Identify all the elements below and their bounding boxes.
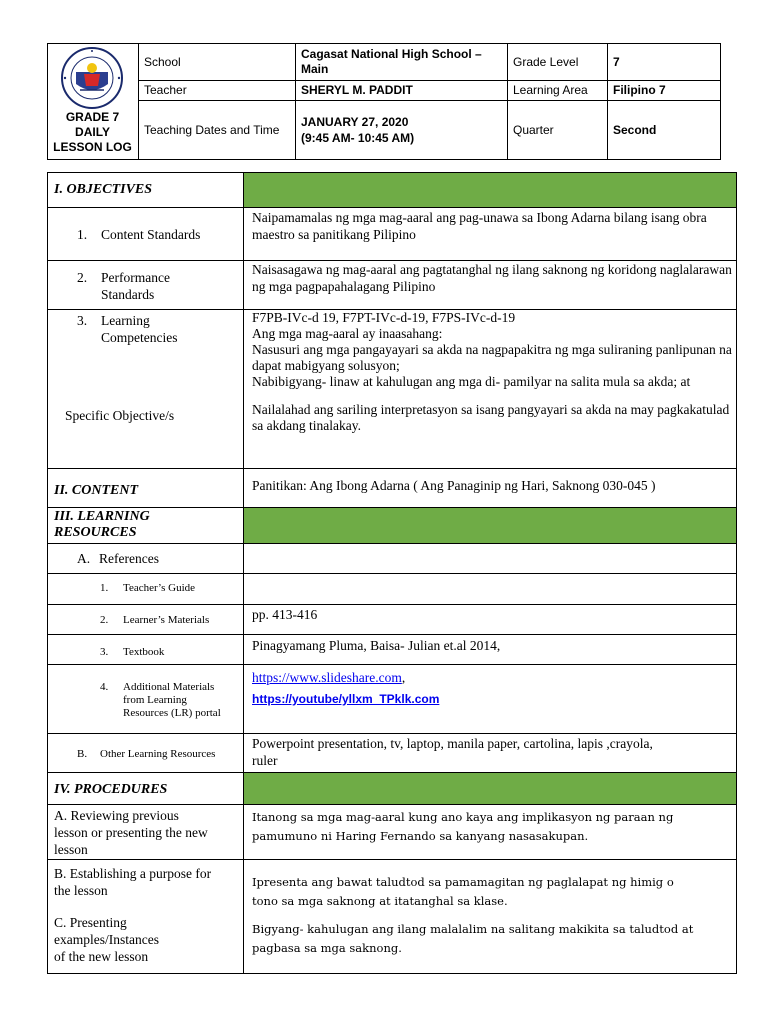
heading-line: III. LEARNING bbox=[54, 509, 150, 524]
text-line: tono sa mga saknong at itatanghal sa klase. bbox=[252, 894, 508, 908]
text-line: pamumuno ni Haring Fernando sa kanyang nasasakupan. bbox=[252, 829, 589, 843]
text-line: Bigyang- kahulugan ang ilang malalalim na salitang makikita sa taludtod at bbox=[252, 922, 694, 936]
specific-objectives-label: Specific Objective/s bbox=[65, 408, 175, 423]
label-line: from Learning bbox=[123, 694, 187, 706]
objective-item: Nailalahad ang sariling interpretasyon sa isang pangyayari sa akda na may pagkakatulad sa akdang tinalakay. bbox=[252, 402, 730, 433]
label-line: examples/Instances bbox=[54, 932, 159, 947]
teachers-guide-label: Teacher’s Guide bbox=[123, 582, 196, 594]
content-standards-label: Content Standards bbox=[101, 227, 201, 242]
value-line: Powerpoint presentation, tv, laptop, manila paper, cartolina, lapis ,crayola, bbox=[252, 736, 653, 751]
label-line: of the new lesson bbox=[54, 949, 149, 964]
area-label: Learning Area bbox=[513, 83, 588, 97]
competency-codes: F7PB-IVc-d 19, F7PT-IVc-d-19, F7PS-IVc-d-19 bbox=[252, 310, 516, 325]
school-value bbox=[295, 43, 507, 80]
objective-item: Nabibigyang- linaw at kahulugan ang mga di- pamilyar na salita mula sa akda; at bbox=[252, 374, 691, 389]
label-line: A. Reviewing previous bbox=[54, 808, 179, 823]
item-number: 1. bbox=[100, 582, 109, 594]
additional-materials-label bbox=[123, 681, 221, 720]
other-resources-label: Other Learning Resources bbox=[100, 748, 216, 760]
item-number: 4. bbox=[100, 681, 109, 693]
text-line: pagbasa sa mga saknong. bbox=[252, 941, 402, 955]
content-text: Panitikan: Ang Ibong Adarna ( Ang Panaginip ng Hari, Saknong 030-045 ) bbox=[252, 478, 656, 493]
content-heading: II. CONTENT bbox=[54, 483, 139, 498]
label-line: Performance bbox=[101, 270, 170, 285]
border bbox=[47, 973, 737, 974]
slideshare-link[interactable]: https://www.slideshare.com bbox=[252, 670, 402, 685]
item-number: 1. bbox=[77, 227, 88, 242]
learners-materials-value: pp. 413-416 bbox=[252, 607, 318, 622]
border bbox=[47, 733, 737, 734]
performance-standards-text: Naisasagawa ng mag-aaral ang pagtatanghal ng ilang saknong ng koridong naglalarawan ng mga pagpapahalagang Pilipino bbox=[252, 262, 732, 294]
youtube-link[interactable]: https://youtube/yllxm_TPklk.com bbox=[252, 692, 440, 706]
procedure-a-text bbox=[252, 808, 673, 846]
dates-value bbox=[295, 100, 507, 160]
log-title-line: GRADE 7 bbox=[65, 110, 120, 124]
border bbox=[47, 804, 737, 805]
border bbox=[47, 172, 737, 173]
log-title-line: LESSON LOG bbox=[53, 140, 132, 154]
item-letter: B. bbox=[77, 748, 88, 760]
additional-link-row bbox=[252, 669, 405, 686]
school-label: School bbox=[144, 54, 181, 69]
grade-value: 7 bbox=[613, 54, 620, 69]
border bbox=[47, 468, 737, 469]
text-line: Ipresenta ang bawat taludtod sa pamamagitan ng paglalapat ng himig o bbox=[252, 875, 674, 889]
content-standards-text: Naipamamalas ng mga mag-aaral ang pag-unawa sa Ibong Adarna bilang isang obra maestro sa panitikang Pilipino bbox=[252, 210, 707, 242]
text-line: Itanong sa mga mag-aaral kung ano kaya ang implikasyon ng paraan ng bbox=[252, 810, 674, 824]
procedure-c-label bbox=[54, 914, 159, 965]
label-line: Learning bbox=[101, 313, 150, 328]
school-value-line: Cagasat National High School – bbox=[301, 47, 482, 61]
lesson-plan-table bbox=[47, 172, 737, 974]
spacer bbox=[252, 390, 732, 402]
competency-intro: Ang mga mag-aaral ay inaasahang: bbox=[252, 326, 443, 341]
label-line: C. Presenting bbox=[54, 915, 127, 930]
procedure-a-label bbox=[54, 807, 208, 858]
label-line: Competencies bbox=[101, 330, 178, 345]
learning-competencies-label bbox=[101, 312, 177, 346]
border bbox=[47, 604, 737, 605]
border bbox=[47, 543, 737, 544]
area-value: Filipino 7 bbox=[613, 83, 666, 97]
quarter-label: Quarter bbox=[513, 123, 554, 137]
label-line: Standards bbox=[101, 287, 155, 302]
learning-competencies-text bbox=[252, 310, 732, 434]
teacher-label: Teacher bbox=[144, 83, 187, 97]
item-number: 2. bbox=[100, 614, 109, 626]
lesson-log-header bbox=[47, 43, 721, 160]
objectives-heading: I. OBJECTIVES bbox=[54, 182, 153, 197]
green-fill bbox=[244, 173, 736, 207]
item-number: 3. bbox=[100, 646, 109, 658]
item-number: 3. bbox=[77, 313, 88, 328]
border bbox=[47, 859, 737, 860]
heading-line: RESOURCES bbox=[54, 525, 137, 540]
additional-link-row bbox=[252, 692, 439, 706]
textbook-label: Textbook bbox=[123, 646, 165, 658]
grade-label: Grade Level bbox=[513, 54, 579, 69]
textbook-value: Pinagyamang Pluma, Baisa- Julian et.al 2014, bbox=[252, 638, 501, 653]
item-number: 2. bbox=[77, 270, 88, 285]
green-fill bbox=[244, 773, 736, 804]
label-line: lesson bbox=[54, 842, 88, 857]
log-title bbox=[47, 110, 138, 155]
other-resources-value bbox=[252, 735, 734, 769]
teacher-value: SHERYL M. PADDIT bbox=[301, 83, 413, 97]
border bbox=[47, 507, 737, 508]
dates-value-line: (9:45 AM- 10:45 AM) bbox=[301, 131, 415, 145]
label-line: lesson or presenting the new bbox=[54, 825, 208, 840]
learners-materials-label: Learner’s Materials bbox=[123, 614, 210, 626]
item-letter: A. bbox=[77, 551, 91, 566]
procedure-b-text bbox=[252, 873, 674, 911]
label-line: Additional Materials bbox=[123, 681, 215, 693]
deped-seal-logo bbox=[50, 46, 134, 110]
school-value-line: Main bbox=[301, 62, 329, 76]
objective-item: Nasusuri ang mga pangayayari sa akda na nagpapakitra ng mga suliraning panlipunan na dapat mabigyang solusyon; bbox=[252, 342, 732, 373]
label-line: Resources (LR) portal bbox=[123, 707, 221, 719]
procedure-c-text bbox=[252, 920, 693, 958]
border bbox=[47, 772, 737, 773]
border bbox=[47, 573, 737, 574]
quarter-value: Second bbox=[613, 123, 657, 137]
border bbox=[47, 634, 737, 635]
dates-value-line: JANUARY 27, 2020 bbox=[301, 115, 409, 129]
label-line: the lesson bbox=[54, 883, 108, 898]
border bbox=[47, 207, 737, 208]
value-line: ruler bbox=[252, 753, 278, 768]
label-line: B. Establishing a purpose for bbox=[54, 866, 212, 881]
procedures-heading: IV. PROCEDURES bbox=[54, 782, 168, 797]
log-title-line: DAILY bbox=[75, 125, 110, 139]
references-label: References bbox=[99, 551, 159, 566]
procedure-b-label bbox=[54, 865, 211, 899]
green-fill bbox=[244, 508, 736, 543]
dates-label: Teaching Dates and Time bbox=[144, 123, 280, 137]
border bbox=[47, 664, 737, 665]
resources-heading bbox=[54, 509, 150, 541]
link-suffix: , bbox=[401, 670, 406, 685]
performance-standards-label bbox=[101, 269, 170, 303]
